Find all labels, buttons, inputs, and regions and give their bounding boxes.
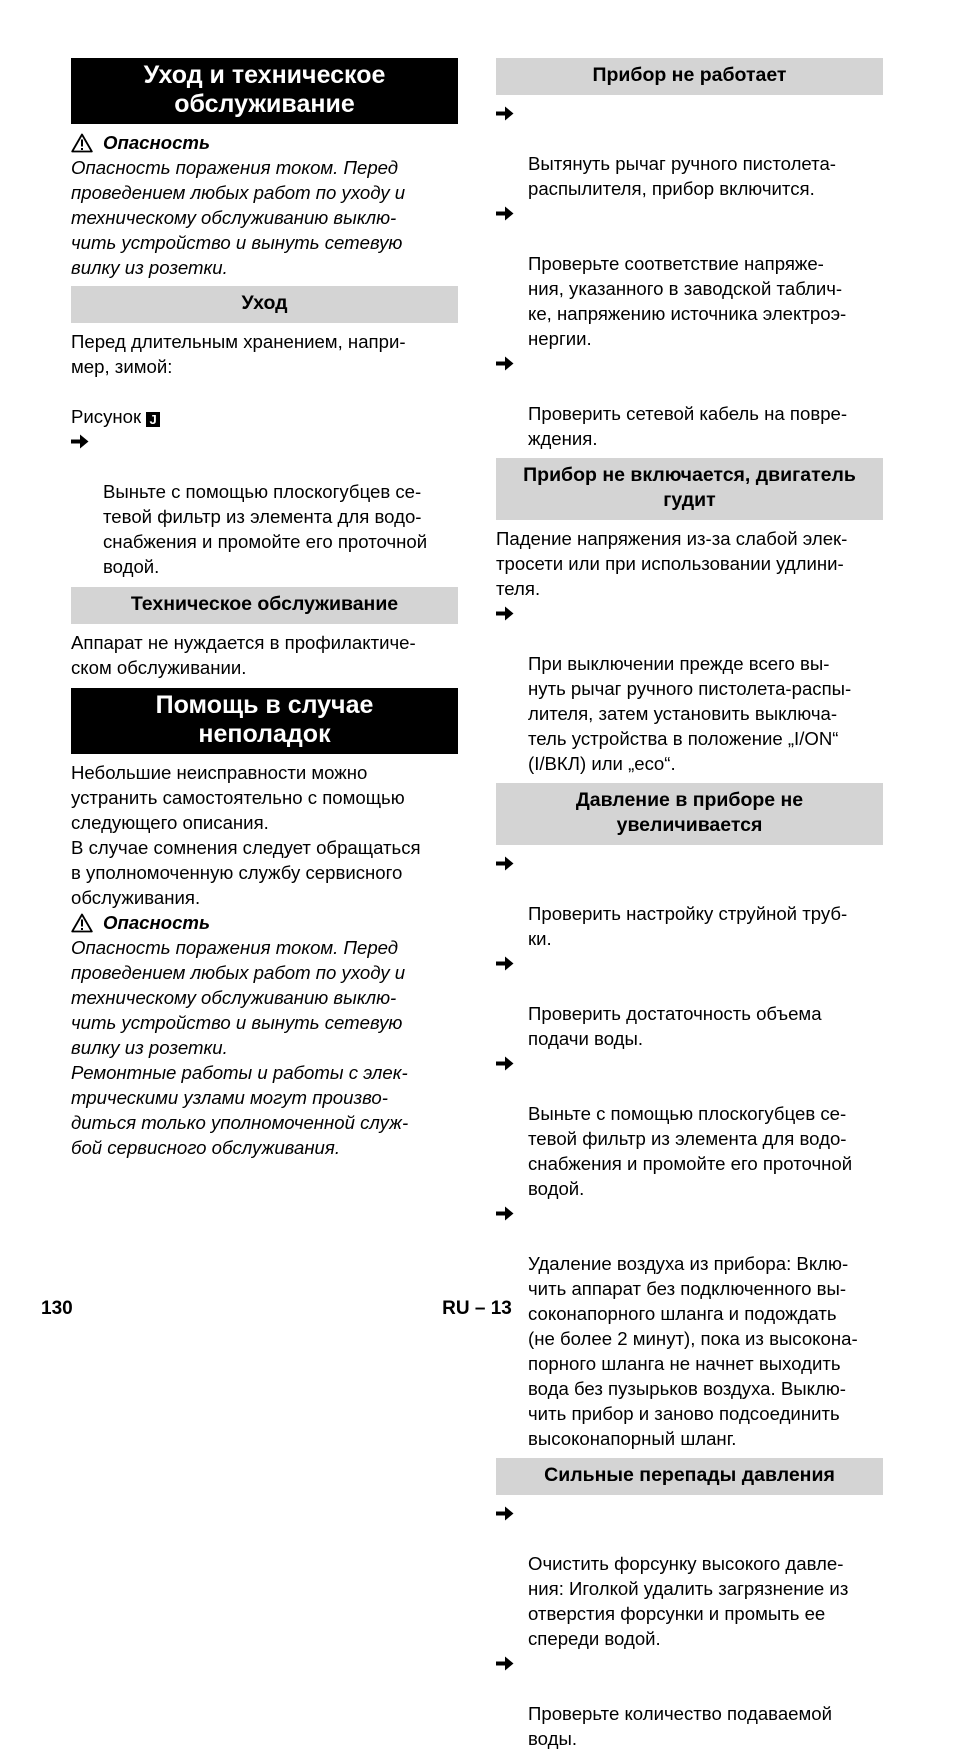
arrow-right-icon — [496, 606, 514, 621]
list-item-text: Выньте с помощью плоскогубцев се- тевой фильтр из элемента для водо- снабжения и промойте его проточной водой. — [103, 481, 428, 577]
section-page-label: RU – 13 — [442, 1298, 512, 1319]
left-column — [71, 58, 458, 1160]
list-item — [496, 1651, 883, 1751]
care-maintenance-heading: Уход и техническое обслуживание — [71, 58, 458, 124]
figure-badge: J — [146, 412, 160, 427]
list-item-text: Проверить сетевой кабель на повре- ждения. — [528, 403, 848, 449]
arrow-right-icon — [496, 1656, 514, 1671]
figure-reference — [71, 379, 458, 429]
troubleshooting-text-2: В случае сомнения следует обращаться в уполномоченную службу сервисного обслуживания. — [71, 837, 421, 908]
maintenance-subheading: Техническое обслуживание — [71, 587, 458, 624]
list-item — [496, 601, 883, 776]
warning-triangle-icon — [71, 133, 93, 153]
arrow-right-icon — [496, 206, 514, 221]
arrow-right-icon — [496, 1206, 514, 1221]
device-not-working-list — [496, 101, 883, 451]
arrow-right-icon — [496, 1056, 514, 1071]
list-item — [496, 201, 883, 351]
arrow-right-icon — [71, 434, 89, 449]
care-subheading: Уход — [71, 286, 458, 323]
danger-title — [71, 130, 458, 155]
list-item-text: Проверить настройку струйной труб- ки. — [528, 903, 848, 949]
care-text: Перед длительным хранением, напри- мер, зимой: — [71, 331, 406, 377]
list-item — [496, 851, 883, 951]
list-item-text: Проверьте соответствие напряже- ния, указанного в заводской таблич- ке, напряжению источника электроэ- нергии. — [528, 253, 847, 349]
arrow-right-icon — [496, 856, 514, 871]
danger-text-2: Опасность поражения током. Перед проведением любых работ по уходу и техническому обслуживанию выклю- чить устройство и вынуть сетевую вилку из розетки. — [71, 937, 406, 1058]
list-item — [496, 1501, 883, 1651]
list-item — [496, 101, 883, 201]
pressure-not-rising-heading: Давление в приборе не увеличивается — [496, 783, 883, 845]
list-item-text: Проверьте количество подаваемой воды. — [528, 1703, 833, 1749]
danger-text-3: Ремонтные работы и работы с элек- трическими узлами могут произво- диться только уполномоченной служ- бой сервисного обслуживания. — [71, 1062, 409, 1158]
device-not-working-heading: Прибор не работает — [496, 58, 883, 95]
danger-title-text: Опасность — [103, 912, 211, 933]
list-item-text: При выключении прежде всего вы- нуть рычаг ручного пистолета-распы- лителя, затем установить выключа- тель устройства в положение „I/ON“ (I/ВКЛ) или „eco“. — [528, 653, 852, 774]
pressure-not-rising-list — [496, 851, 883, 1451]
list-item-text: Проверить достаточность объема подачи воды. — [528, 1003, 822, 1049]
troubleshooting-text: Небольшие неисправности можно устранить самостоятельно с помощью следующего описания. — [71, 762, 405, 833]
list-item — [71, 429, 458, 579]
list-item — [496, 1201, 883, 1451]
arrow-right-icon — [496, 1506, 514, 1521]
arrow-right-icon — [496, 106, 514, 121]
list-item — [496, 351, 883, 451]
list-item — [496, 1051, 883, 1201]
list-item-text: Очистить форсунку высокого давле- ния: Иголкой удалить загрязнение из отверстия форсунки и промыть ее спереди водой. — [528, 1553, 849, 1649]
list-item-text: Удаление воздуха из прибора: Вклю- чить аппарат без подключенного вы- соконапорного шланга и подождать (не более 2 минут), пока из высокона- порного шланга не начнет выходить вода без пузырьков воздуха. Выклю- чить прибор и заново подсоединить высоконапорный шланг. — [528, 1253, 858, 1449]
figure-label: Рисунок — [71, 406, 142, 427]
list-item-text: Выньте с помощью плоскогубцев се- тевой фильтр из элемента для водо- снабжения и промойте его проточной водой. — [528, 1103, 853, 1199]
device-not-starting-heading: Прибор не включается, двигатель гудит — [496, 458, 883, 520]
troubleshooting-heading: Помощь в случае неполадок — [71, 688, 458, 754]
device-not-starting-text: Падение напряжения из-за слабой элек- тросети или при использовании удлини- теля. — [496, 528, 848, 599]
arrow-right-icon — [496, 356, 514, 371]
pressure-fluctuation-heading: Сильные перепады давления — [496, 1458, 883, 1495]
maintenance-text: Аппарат не нуждается в профилактиче- ском обслуживании. — [71, 632, 416, 678]
right-column — [496, 58, 883, 1751]
danger-title-text: Опасность — [103, 132, 211, 153]
pressure-fluctuation-list — [496, 1501, 883, 1751]
danger-text: Опасность поражения током. Перед проведением любых работ по уходу и техническому обслуживанию выклю- чить устройство и вынуть сетевую вилку из розетки. — [71, 157, 406, 278]
arrow-right-icon — [496, 956, 514, 971]
list-item-text: Вытянуть рычаг ручного пистолета- распылителя, прибор включится. — [528, 153, 836, 199]
warning-triangle-icon — [71, 913, 93, 933]
list-item — [496, 951, 883, 1051]
danger-title-2 — [71, 910, 458, 935]
page-number: 130 — [41, 1298, 73, 1319]
